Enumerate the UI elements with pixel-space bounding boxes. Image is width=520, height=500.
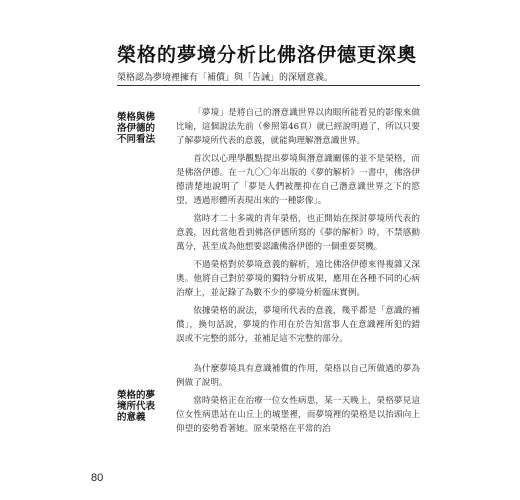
side-heading-jung-vs-freud [117,112,169,145]
section-gap [176,350,420,362]
paragraph: 「夢境」是將自己的潛意識世界以肉眼所能看見的影像來做比喻，這個說法先前（參照第46頁）就已經說明過了，所以只要了解夢境所代表的意義，就能夠理解潛意識世界。 [176,108,420,146]
paragraph: 為什麼夢境具有意識補償的作用，榮格以自己所做過的夢為例做了說明。 [176,364,420,388]
paragraph: 當時才二十多歲的青年榮格，也正開始在探討夢境所代表的意義，因此當他看到佛洛伊德所寫的《夢的解析》時，不禁感動萬分，甚至成為他想要認識佛洛伊德的一個重要契機。 [176,214,420,252]
title-divider [117,85,420,86]
side-heading-line: 不同看法 [117,134,156,145]
paragraph: 依據榮格的說法，夢境所代表的意義，幾乎都是「意識的補償」，換句話說，夢境的作用在於告知當事人在意識裡所犯的錯誤或不完整的部分，並補足這不完整的部分。 [176,306,420,344]
paragraph: 當時榮格正在治療一位女性病患，某一天晚上，榮格夢見這位女性病患站在山丘上的城堡裡，而夢境裡的榮格是以抬頭向上仰望的姿勢看著她。原來榮格在平常的治 [176,396,420,434]
side-heading-dream-meaning [117,390,169,423]
page-number: 80 [91,472,104,484]
side-heading-line: 境所代表 [117,401,156,412]
side-heading-line: 榮格的夢 [117,390,156,401]
page-title: 榮格的夢境分析比佛洛伊德更深奧 [117,44,418,66]
side-heading-line: 的意義 [117,412,146,423]
body-text [176,106,420,440]
side-heading-line: 榮格與佛 [117,112,156,123]
page-subtitle: 榮格認為夢境裡擁有「補償」與「告誡」的深層意義。 [117,73,334,83]
paragraph: 首次以心理學觀點提出夢境與潛意識關係的並不是榮格，而是佛洛伊德。在一九〇〇年出版的《夢的解析》一書中，佛洛伊德清楚地說明了「夢是人們被壓抑在自己潛意識世界之下的慾望，透過形體所表現出來的一種影像」。 [176,154,420,206]
paragraph: 不過榮格對於夢境意義的解析，遠比佛洛伊德來得複雜又深奧。他將自己對於夢境的獨特分析成果，應用在各種不同的心病治療上，並記錄了為數不少的夢境分析臨床實例。 [176,260,420,298]
side-heading-line: 洛伊德的 [117,123,156,134]
